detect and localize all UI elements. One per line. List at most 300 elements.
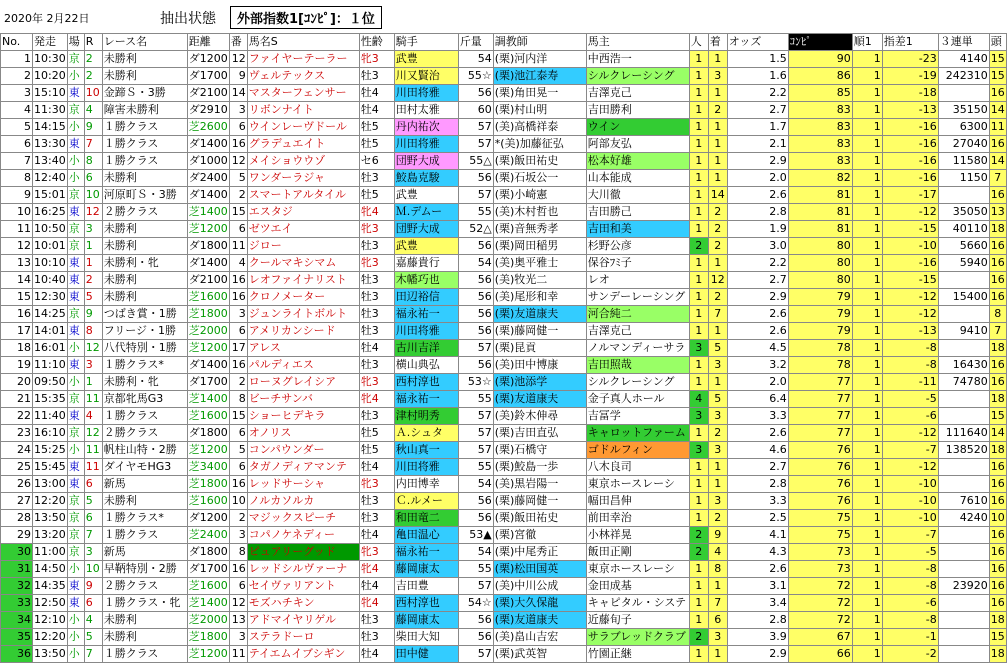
column-header[interactable]: 騎手 — [394, 34, 458, 51]
cell-sa: -16 — [882, 170, 938, 187]
column-header[interactable]: ３連単 — [938, 34, 989, 51]
cell-jun: 1 — [852, 323, 882, 340]
cell-compi: 85 — [788, 85, 852, 102]
cell-trainer: (美)田中博康 — [493, 357, 586, 374]
cell-compi: 83 — [788, 153, 852, 170]
table-row[interactable] — [1, 85, 1007, 102]
cell-pop: 1 — [689, 289, 708, 306]
cell-ban: 16 — [229, 289, 247, 306]
cell-odds: 3.3 — [727, 408, 788, 425]
cell-ban: 8 — [229, 391, 247, 408]
cell-sa: -12 — [882, 289, 938, 306]
cell-jockey: 川田将雅 — [394, 459, 458, 476]
cell-odds: 3.1 — [727, 578, 788, 595]
cell-jockey: 団野大成 — [394, 221, 458, 238]
cell-compi: 80 — [788, 272, 852, 289]
table-row[interactable] — [1, 68, 1007, 85]
cell-horse: ジュンライトボルト — [247, 306, 359, 323]
cell-atama: 15 — [989, 408, 1006, 425]
cell-dist: ダ1700 — [187, 374, 229, 391]
cell-horse: ゼツエイ — [247, 221, 359, 238]
cell-no: 19 — [1, 357, 33, 374]
table-row[interactable] — [1, 238, 1007, 255]
cell-ban: 12 — [229, 153, 247, 170]
table-row[interactable] — [1, 493, 1007, 510]
cell-ban: 16 — [229, 272, 247, 289]
column-header[interactable]: 番 — [229, 34, 247, 51]
cell-time: 12:50 — [33, 595, 68, 612]
column-header[interactable]: 順1 — [852, 34, 882, 51]
cell-jun: 1 — [852, 374, 882, 391]
cell-race: 早鞆特別・2勝 — [102, 561, 187, 578]
table-row[interactable] — [1, 578, 1007, 595]
cell-dist: 芝1800 — [187, 476, 229, 493]
cell-jun: 1 — [852, 289, 882, 306]
table-row[interactable] — [1, 527, 1007, 544]
cell-time: 11:40 — [33, 408, 68, 425]
cell-sex: 牝3 — [359, 476, 394, 493]
cell-no: 9 — [1, 187, 33, 204]
cell-jockey: 吉田豊 — [394, 578, 458, 595]
cell-owner: 吉冨学 — [586, 408, 689, 425]
cell-ban: 3 — [229, 629, 247, 646]
cell-compi: 73 — [788, 561, 852, 578]
cell-sa: -5 — [882, 544, 938, 561]
cell-horse: グラデュエイト — [247, 136, 359, 153]
cell-race: 新馬 — [102, 544, 187, 561]
table-row[interactable] — [1, 391, 1007, 408]
cell-r: 1 — [84, 374, 102, 391]
cell-ban: 8 — [229, 544, 247, 561]
cell-atama: 18 — [989, 442, 1006, 459]
cell-dist: ダ1200 — [187, 510, 229, 527]
cell-race: 金蹄Ｓ・3勝 — [102, 85, 187, 102]
cell-kin: 57 — [458, 578, 493, 595]
cell-time: 13:30 — [33, 136, 68, 153]
cell-time: 14:35 — [33, 578, 68, 595]
cell-sa: -16 — [882, 136, 938, 153]
cell-owner: 吉田照哉 — [586, 357, 689, 374]
cell-sex: 牝3 — [359, 374, 394, 391]
cell-race: フリージ・1勝 — [102, 323, 187, 340]
cell-trainer: (美)木村哲也 — [493, 204, 586, 221]
cell-chaku: 1 — [708, 153, 727, 170]
cell-jun: 1 — [852, 306, 882, 323]
cell-sa: -2 — [882, 646, 938, 663]
cell-horse: テイエムイブシギン — [247, 646, 359, 663]
cell-jun: 1 — [852, 136, 882, 153]
cell-chaku: 3 — [708, 493, 727, 510]
cell-r: 3 — [84, 544, 102, 561]
cell-no: 16 — [1, 306, 33, 323]
cell-race: 帆柱山特・2勝 — [102, 442, 187, 459]
cell-compi: 79 — [788, 323, 852, 340]
cell-atama: 16 — [989, 374, 1006, 391]
cell-r: 2 — [84, 272, 102, 289]
table-row[interactable] — [1, 170, 1007, 187]
table-row[interactable] — [1, 51, 1007, 68]
cell-owner: 阿部友弘 — [586, 136, 689, 153]
cell-san — [938, 527, 989, 544]
cell-jun: 1 — [852, 357, 882, 374]
cell-sex: 牡3 — [359, 306, 394, 323]
cell-trainer: (栗)石坂公一 — [493, 170, 586, 187]
cell-jockey: 木幡巧也 — [394, 272, 458, 289]
cell-time: 13:20 — [33, 527, 68, 544]
cell-no: 3 — [1, 85, 33, 102]
cell-jockey: 川又賢治 — [394, 68, 458, 85]
cell-dist: ダ1400 — [187, 357, 229, 374]
table-row[interactable] — [1, 136, 1007, 153]
column-header[interactable]: R — [84, 34, 102, 51]
cell-jockey: 川田将雅 — [394, 85, 458, 102]
column-header[interactable]: 距離 — [187, 34, 229, 51]
top-bar — [0, 0, 1008, 30]
cell-odds: 2.2 — [727, 255, 788, 272]
table-row[interactable] — [1, 306, 1007, 323]
cell-jun: 1 — [852, 272, 882, 289]
cell-ban: 16 — [229, 357, 247, 374]
cell-owner: 大川徹 — [586, 187, 689, 204]
cell-race: １勝クラス* — [102, 510, 187, 527]
cell-sa: -12 — [882, 425, 938, 442]
cell-san — [938, 187, 989, 204]
cell-trainer: (栗)河内洋 — [493, 51, 586, 68]
cell-jockey: Ａ.シュタ — [394, 425, 458, 442]
table-row[interactable] — [1, 323, 1007, 340]
cell-kin: 56 — [458, 238, 493, 255]
cell-owner: 飯田正剛 — [586, 544, 689, 561]
cell-horse: ウインレーヴドール — [247, 119, 359, 136]
cell-horse: ヴェルテックス — [247, 68, 359, 85]
cell-kin: 54 — [458, 255, 493, 272]
cell-atama: 16 — [989, 238, 1006, 255]
cell-trainer: (栗)大久保龍 — [493, 595, 586, 612]
table-row[interactable] — [1, 612, 1007, 629]
cell-jun: 1 — [852, 493, 882, 510]
column-header[interactable]: 頭 — [989, 34, 1006, 51]
column-header[interactable]: レース名 — [102, 34, 187, 51]
cell-trainer: (栗)昆貢 — [493, 340, 586, 357]
table-row[interactable] — [1, 221, 1007, 238]
cell-odds: 4.1 — [727, 527, 788, 544]
column-header[interactable]: 発走 — [33, 34, 68, 51]
cell-no: 20 — [1, 374, 33, 391]
cell-owner: レオ — [586, 272, 689, 289]
cell-time: 12:10 — [33, 612, 68, 629]
cell-sa: -8 — [882, 357, 938, 374]
table-row[interactable] — [1, 153, 1007, 170]
cell-dist: ダ1000 — [187, 153, 229, 170]
cell-sa: -16 — [882, 153, 938, 170]
cell-odds: 2.6 — [727, 306, 788, 323]
table-row[interactable] — [1, 357, 1007, 374]
cell-horse: ビーチサンバ — [247, 391, 359, 408]
cell-ban: 6 — [229, 119, 247, 136]
column-header[interactable]: 性齢 — [359, 34, 394, 51]
cell-jun: 1 — [852, 544, 882, 561]
table-row[interactable] — [1, 408, 1007, 425]
cell-race: １勝クラス・牝 — [102, 595, 187, 612]
cell-chaku: 1 — [708, 374, 727, 391]
cell-pop: 2 — [689, 544, 708, 561]
cell-sex: 牡4 — [359, 578, 394, 595]
cell-atama: 18 — [989, 391, 1006, 408]
cell-sex: 牡5 — [359, 425, 394, 442]
cell-trainer: (美)尾形和幸 — [493, 289, 586, 306]
cell-jockey: 丹内祐次 — [394, 119, 458, 136]
cell-dist: 芝2600 — [187, 119, 229, 136]
cell-compi: 75 — [788, 510, 852, 527]
table-row[interactable] — [1, 204, 1007, 221]
cell-compi: 66 — [788, 646, 852, 663]
column-header[interactable]: 着 — [708, 34, 727, 51]
table-row[interactable] — [1, 629, 1007, 646]
column-header[interactable]: オッズ — [727, 34, 788, 51]
cell-compi: 72 — [788, 612, 852, 629]
cell-sa: -15 — [882, 221, 938, 238]
table-row[interactable] — [1, 255, 1007, 272]
cell-atama: 14 — [989, 425, 1006, 442]
cell-sa: -11 — [882, 374, 938, 391]
cell-place: 東 — [67, 476, 84, 493]
column-header[interactable]: 斤量 — [458, 34, 493, 51]
cell-r: 10 — [84, 561, 102, 578]
cell-jun: 1 — [852, 340, 882, 357]
cell-san: 27040 — [938, 136, 989, 153]
cell-sa: -23 — [882, 51, 938, 68]
table-row[interactable] — [1, 289, 1007, 306]
cell-chaku: 8 — [708, 561, 727, 578]
table-row[interactable] — [1, 476, 1007, 493]
cell-san: 35150 — [938, 102, 989, 119]
cell-horse: アメリカンシード — [247, 323, 359, 340]
cell-odds: 2.1 — [727, 136, 788, 153]
cell-time: 14:01 — [33, 323, 68, 340]
cell-ban: 11 — [229, 646, 247, 663]
cell-compi: 79 — [788, 289, 852, 306]
cell-race: 未勝利 — [102, 51, 187, 68]
cell-odds: 2.9 — [727, 646, 788, 663]
cell-sex: 牡3 — [359, 238, 394, 255]
cell-jun: 1 — [852, 170, 882, 187]
cell-san: 7610 — [938, 493, 989, 510]
cell-chaku: 14 — [708, 187, 727, 204]
cell-r: 1 — [84, 238, 102, 255]
cell-san — [938, 272, 989, 289]
cell-sa: -13 — [882, 323, 938, 340]
table-row[interactable] — [1, 544, 1007, 561]
cell-ban: 12 — [229, 51, 247, 68]
cell-time: 15:10 — [33, 85, 68, 102]
cell-horse: リボンナイト — [247, 102, 359, 119]
cell-odds: 2.9 — [727, 153, 788, 170]
cell-dist: 芝2000 — [187, 323, 229, 340]
table-row[interactable] — [1, 340, 1007, 357]
column-header[interactable]: 指差1 — [882, 34, 938, 51]
cell-jun: 1 — [852, 238, 882, 255]
cell-atama: 14 — [989, 102, 1006, 119]
cell-trainer: (栗)藤岡健一 — [493, 493, 586, 510]
table-row[interactable] — [1, 272, 1007, 289]
cell-pop: 1 — [689, 578, 708, 595]
cell-r: 5 — [84, 289, 102, 306]
cell-no: 24 — [1, 442, 33, 459]
column-header[interactable]: 人 — [689, 34, 708, 51]
cell-atama: 16 — [989, 459, 1006, 476]
cell-place: 京 — [67, 221, 84, 238]
cell-pop: 1 — [689, 102, 708, 119]
cell-jockey: 田中健 — [394, 646, 458, 663]
table-row[interactable] — [1, 425, 1007, 442]
cell-time: 14:15 — [33, 119, 68, 136]
cell-owner: 幅田昌伸 — [586, 493, 689, 510]
cell-place: 京 — [67, 510, 84, 527]
cell-sa: -10 — [882, 510, 938, 527]
table-row[interactable] — [1, 374, 1007, 391]
cell-chaku: 3 — [708, 629, 727, 646]
cell-ban: 11 — [229, 238, 247, 255]
cell-pop: 1 — [689, 476, 708, 493]
cell-trainer: (栗)友道康夫 — [493, 391, 586, 408]
cell-r: 6 — [84, 170, 102, 187]
cell-owner: 吉田勝己 — [586, 204, 689, 221]
cell-kin: 57 — [458, 425, 493, 442]
cell-horse: クロノメーター — [247, 289, 359, 306]
cell-place: 東 — [67, 289, 84, 306]
cell-no: 29 — [1, 527, 33, 544]
cell-horse: パルディエス — [247, 357, 359, 374]
cell-san: 4140 — [938, 51, 989, 68]
cell-odds: 2.7 — [727, 272, 788, 289]
table-row[interactable] — [1, 102, 1007, 119]
cell-r: 2 — [84, 68, 102, 85]
cell-place: 小 — [67, 340, 84, 357]
cell-atama: 16 — [989, 527, 1006, 544]
cell-trainer: (栗)松田国英 — [493, 561, 586, 578]
table-row[interactable] — [1, 119, 1007, 136]
cell-race: 未勝利 — [102, 272, 187, 289]
table-row[interactable] — [1, 187, 1007, 204]
cell-jockey: 和田竜二 — [394, 510, 458, 527]
cell-ban: 6 — [229, 578, 247, 595]
cell-race: 未勝利 — [102, 629, 187, 646]
column-header[interactable]: 馬主 — [586, 34, 689, 51]
cell-sex: 牝4 — [359, 204, 394, 221]
cell-pop: 1 — [689, 51, 708, 68]
cell-atama: 16 — [989, 85, 1006, 102]
cell-sex: 牝4 — [359, 595, 394, 612]
cell-time: 11:10 — [33, 357, 68, 374]
cell-jun: 1 — [852, 510, 882, 527]
cell-compi: 67 — [788, 629, 852, 646]
cell-time: 13:40 — [33, 153, 68, 170]
cell-atama: 16 — [989, 357, 1006, 374]
cell-time: 10:50 — [33, 221, 68, 238]
cell-time: 13:50 — [33, 510, 68, 527]
cell-kin: 56 — [458, 629, 493, 646]
table-row[interactable] — [1, 510, 1007, 527]
cell-owner: 八木良司 — [586, 459, 689, 476]
table-row[interactable] — [1, 646, 1007, 663]
cell-sex: 牡4 — [359, 527, 394, 544]
cell-trainer: (栗)友道康夫 — [493, 306, 586, 323]
cell-chaku: 1 — [708, 476, 727, 493]
cell-kin: 57 — [458, 119, 493, 136]
column-header[interactable]: 馬名S — [247, 34, 359, 51]
table-row[interactable] — [1, 459, 1007, 476]
cell-pop: 1 — [689, 119, 708, 136]
table-row[interactable] — [1, 442, 1007, 459]
cell-pop: 1 — [689, 374, 708, 391]
cell-trainer: (栗)村山明 — [493, 102, 586, 119]
cell-ban: 3 — [229, 306, 247, 323]
column-header[interactable]: 場 — [67, 34, 84, 51]
cell-pop: 1 — [689, 459, 708, 476]
date-label: 2020年 2月22日 — [4, 12, 90, 25]
cell-chaku: 6 — [708, 612, 727, 629]
cell-chaku: 2 — [708, 102, 727, 119]
cell-owner: 竹園正継 — [586, 646, 689, 663]
cell-kin: 54 — [458, 476, 493, 493]
cell-compi: 77 — [788, 391, 852, 408]
cell-compi: 83 — [788, 102, 852, 119]
cell-compi: 80 — [788, 238, 852, 255]
cell-jockey: 津村明秀 — [394, 408, 458, 425]
cell-san — [938, 85, 989, 102]
table-row[interactable] — [1, 595, 1007, 612]
cell-ban: 5 — [229, 170, 247, 187]
column-header[interactable]: ｺﾝﾋﾟ — [788, 34, 852, 51]
cell-dist: ダ1400 — [187, 255, 229, 272]
cell-horse: ジロー — [247, 238, 359, 255]
cell-jockey: 西村淳也 — [394, 595, 458, 612]
column-header[interactable]: 調教師 — [493, 34, 586, 51]
cell-horse: オノリス — [247, 425, 359, 442]
cell-dist: ダ1700 — [187, 561, 229, 578]
cell-sex: 牝3 — [359, 221, 394, 238]
cell-no: 27 — [1, 493, 33, 510]
cell-chaku: 1 — [708, 646, 727, 663]
cell-race: ２勝クラス — [102, 204, 187, 221]
cell-kin: 57 — [458, 340, 493, 357]
column-header[interactable]: No. — [1, 34, 33, 51]
cell-r: 12 — [84, 204, 102, 221]
cell-sex: 牝3 — [359, 255, 394, 272]
cell-ban: 2 — [229, 374, 247, 391]
cell-dist: 芝2400 — [187, 527, 229, 544]
cell-r: 8 — [84, 153, 102, 170]
cell-trainer: (美)畠山吉宏 — [493, 629, 586, 646]
cell-time: 16:10 — [33, 425, 68, 442]
cell-horse: レオファイナリスト — [247, 272, 359, 289]
cell-chaku: 3 — [708, 357, 727, 374]
cell-race: １勝クラス — [102, 119, 187, 136]
cell-ban: 15 — [229, 204, 247, 221]
cell-owner: 近藤旬子 — [586, 612, 689, 629]
cell-sex: 牡3 — [359, 68, 394, 85]
cell-r: 9 — [84, 306, 102, 323]
cell-dist: 芝1400 — [187, 391, 229, 408]
cell-jockey: 田村太雅 — [394, 102, 458, 119]
table-row[interactable] — [1, 561, 1007, 578]
cell-owner: 吉田和美 — [586, 221, 689, 238]
cell-place: 京 — [67, 51, 84, 68]
cell-no: 12 — [1, 238, 33, 255]
cell-trainer: (美)牧光二 — [493, 272, 586, 289]
cell-sex: 牡3 — [359, 493, 394, 510]
cell-chaku: 12 — [708, 272, 727, 289]
